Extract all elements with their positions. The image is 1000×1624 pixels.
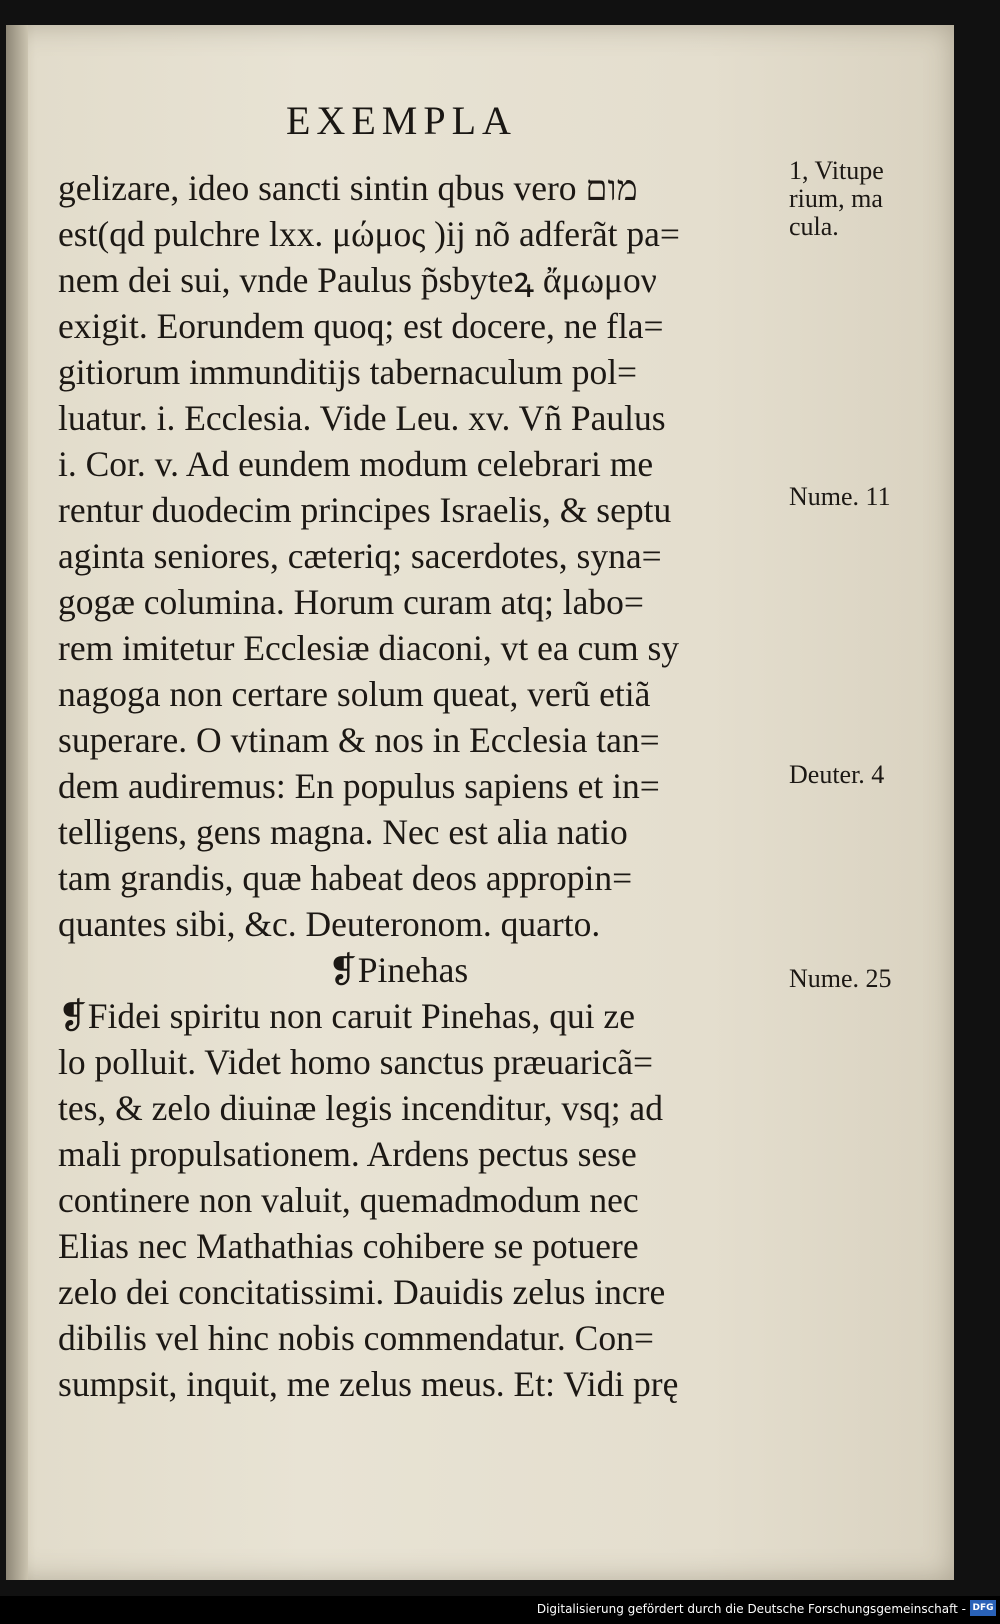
digitization-credit: Digitalisierung gefördert durch die Deutsche Forschungsgemeinschaft - xyxy=(536,1602,966,1616)
text-line: Elias nec Mathathias cohibere se potuere xyxy=(58,1226,639,1266)
text-line: rem imitetur Ecclesiæ diaconi, vt ea cum sy xyxy=(58,628,680,668)
text-line: nem dei sui, vnde Paulus p̃sbyteꝝ ἄμωμον xyxy=(58,260,657,300)
text-line: telligens, gens magna. Nec est alia natio xyxy=(58,812,628,852)
text-line: dem audiremus: En populus sapiens et in= xyxy=(58,766,660,806)
text-line: continere non valuit, quemadmodum nec xyxy=(58,1180,639,1220)
text-line: tes, & zelo diuinæ legis incenditur, vsq; ad xyxy=(58,1088,663,1128)
text-line: zelo dei concitatissimi. Dauidis zelus incre xyxy=(58,1272,666,1312)
text-line: luatur. i. Ecclesia. Vide Leu. xv. Vñ Paulus xyxy=(58,398,666,438)
text-line: mali propulsationem. Ardens pectus sese xyxy=(58,1134,637,1174)
text-line: gitiorum immunditijs tabernaculum pol= xyxy=(58,352,638,392)
page-heading: EXEMPLA xyxy=(286,98,517,143)
text-line: dibilis vel hinc nobis commendatur. Con= xyxy=(58,1318,654,1358)
text-line: quantes sibi, &c. Deuteronom. quarto. xyxy=(58,904,601,944)
text-line: aginta seniores, cæteriq; sacerdotes, syna= xyxy=(58,536,662,576)
text-line: gelizare, ideo sancti sintin qbus vero מום xyxy=(58,168,638,208)
page-gutter xyxy=(6,25,28,1580)
text-line: superare. O vtinam & nos in Ecclesia tan= xyxy=(58,720,660,760)
margin-note: 1, Vitupe rium, ma cula. xyxy=(789,156,884,241)
footer-bar xyxy=(0,1596,1000,1624)
text-line: tam grandis, quæ habeat deos appropin= xyxy=(58,858,633,898)
margin-note: Nume. 25 xyxy=(789,964,892,993)
text-line: sumpsit, inquit, me zelus meus. Et: Vidi prę xyxy=(58,1364,679,1404)
book-page xyxy=(6,25,954,1580)
body-text xyxy=(58,165,778,1407)
text-line: ❡Fidei spiritu non caruit Pinehas, qui ze xyxy=(58,996,635,1036)
text-line: lo polluit. Videt homo sanctus præuaricã= xyxy=(58,1042,654,1082)
dfg-logo: DFG xyxy=(970,1600,996,1616)
section-heading: ❡Pinehas xyxy=(328,950,469,990)
text-line: est(qd pulchre lxx. μώμος )ij nõ adferãt pa= xyxy=(58,214,680,254)
margin-note: Deuter. 4 xyxy=(789,760,885,789)
text-line: i. Cor. v. Ad eundem modum celebrari me xyxy=(58,444,654,484)
text-line: gogæ columina. Horum curam atq; labo= xyxy=(58,582,644,622)
text-line: rentur duodecim principes Israelis, & septu xyxy=(58,490,672,530)
text-line: nagoga non certare solum queat, verũ etiã xyxy=(58,674,651,714)
margin-note: Nume. 11 xyxy=(789,482,891,511)
text-line: exigit. Eorundem quoq; est docere, ne fla= xyxy=(58,306,664,346)
